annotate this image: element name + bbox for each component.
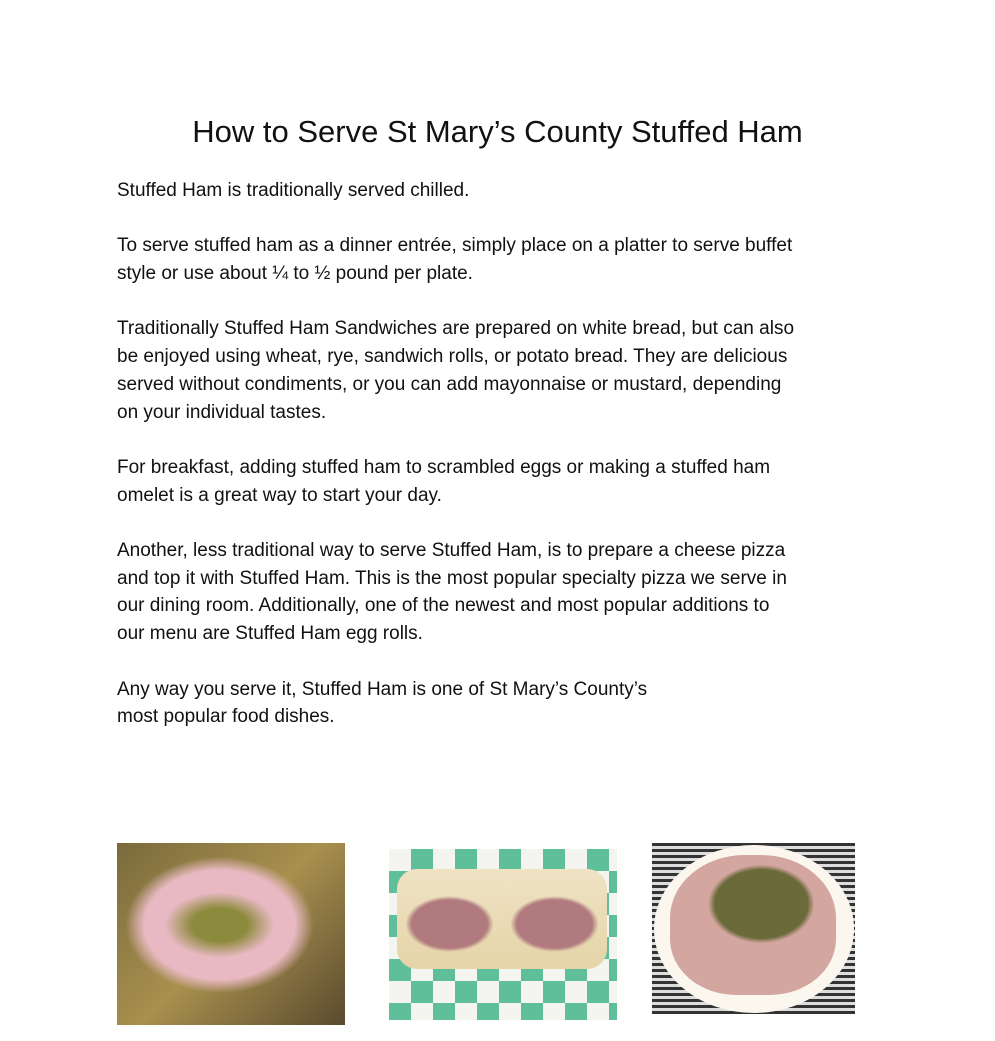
text-line: be enjoyed using wheat, rye, sandwich rolls, or potato bread. They are delicious (117, 346, 788, 368)
stuffed-ham-whole-photo (117, 843, 345, 1025)
text-line: on your individual tastes. (117, 401, 327, 423)
text-line: Traditionally Stuffed Ham Sandwiches are prepared on white bread, but can also (117, 318, 795, 340)
ham-shape (670, 855, 836, 995)
sandwich-shape (397, 869, 607, 969)
text-line: our dining room. Additionally, one of the newest and most popular additions to (117, 595, 770, 617)
text-line: For breakfast, adding stuffed ham to scrambled eggs or making a stuffed ham (117, 456, 771, 478)
document-body (117, 177, 897, 759)
stuffed-ham-sandwich-photo (389, 849, 617, 1020)
text-line: To serve stuffed ham as a dinner entrée, simply place on a platter to serve buffet (117, 235, 793, 257)
paragraph-breakfast (117, 454, 897, 509)
text-line: our menu are Stuffed Ham egg rolls. (117, 623, 423, 645)
paragraph-pizza (117, 537, 897, 648)
text-line: and top it with Stuffed Ham. This is the most popular specialty pizza we serve in (117, 567, 787, 589)
text-line: Any way you serve it, Stuffed Ham is one of St Mary’s County’s (117, 678, 648, 700)
paragraph-conclusion (117, 676, 897, 731)
paragraph-sandwiches (117, 315, 897, 426)
text-line: omelet is a great way to start your day. (117, 484, 442, 506)
text-line: served without condiments, or you can add mayonnaise or mustard, depending (117, 373, 782, 395)
text-line: most popular food dishes. (117, 706, 335, 728)
text-line: style or use about ¼ to ½ pound per plate. (117, 263, 473, 285)
stuffed-ham-plate-photo (652, 843, 855, 1014)
text-line: Another, less traditional way to serve Stuffed Ham, is to prepare a cheese pizza (117, 540, 786, 562)
text-line: Stuffed Ham is traditionally served chilled. (117, 180, 470, 201)
page-title: How to Serve St Mary’s County Stuffed Ham (192, 114, 803, 149)
paragraph-served-chilled (117, 177, 897, 205)
paragraph-dinner-entree (117, 232, 897, 287)
